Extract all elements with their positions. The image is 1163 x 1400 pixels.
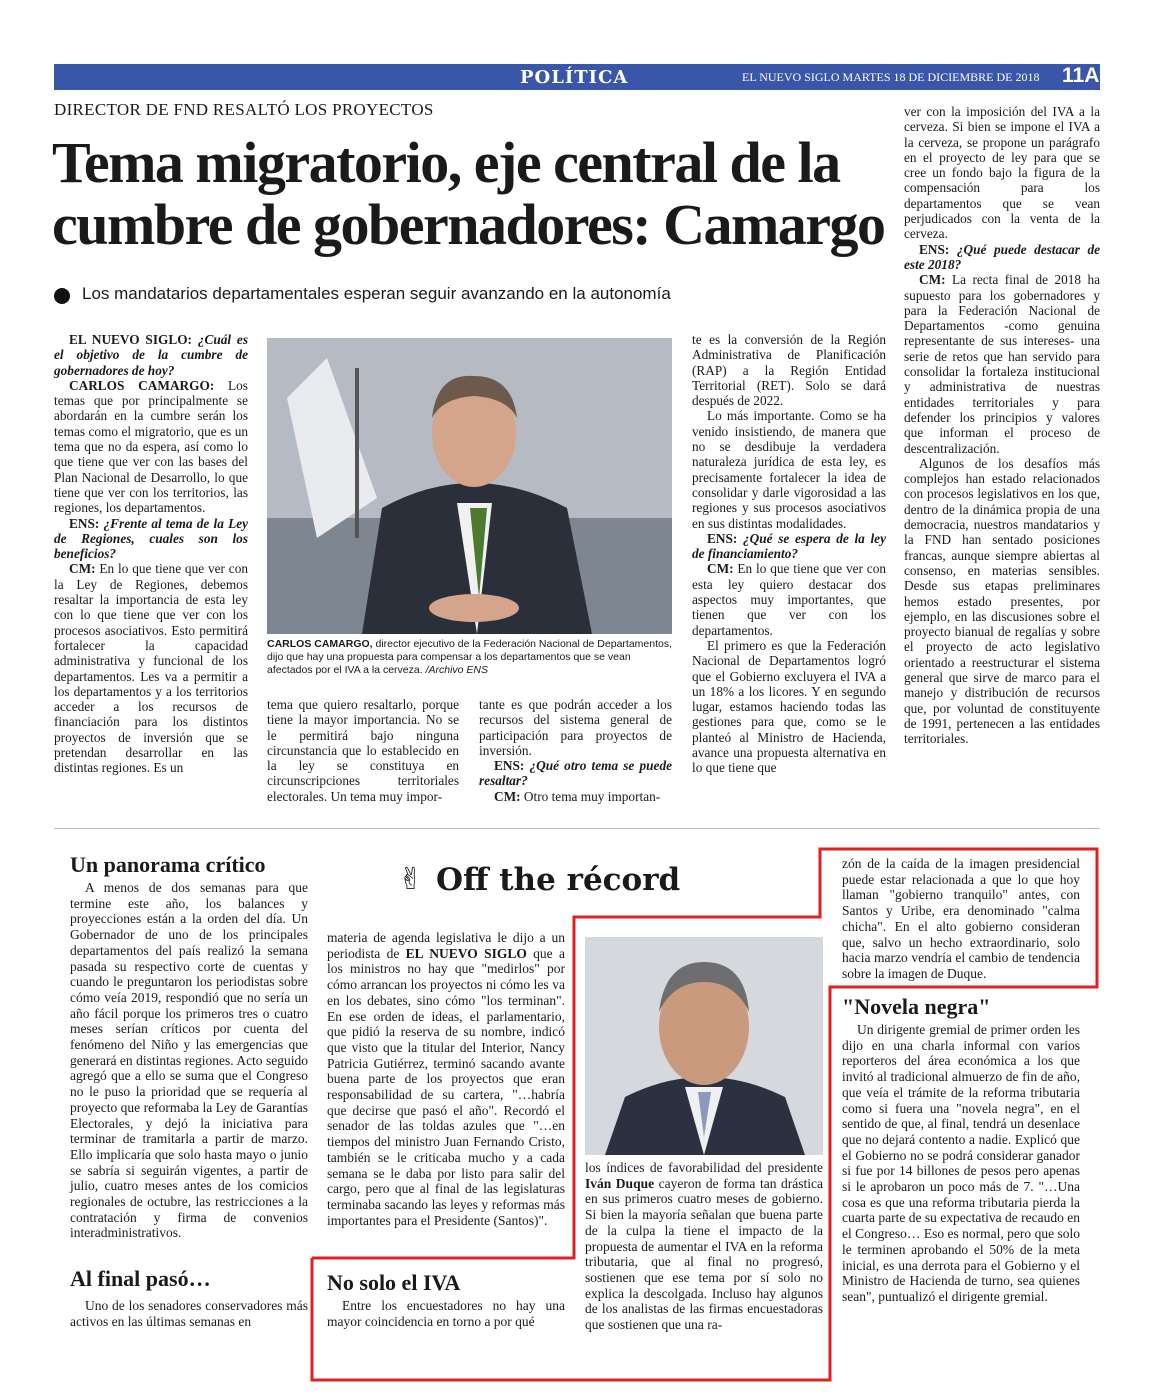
article-paragraph: ver con la imposición del IVA a la cerveza. Si bien se impone el IVA a la cerveza, se propone un parágrafo en el proyecto de ley para que se cree un fondo bajo la figura de la compensación para los departamentos que se vean perjudicados con la venta de la cerveza. [904, 104, 1100, 242]
agenda-text-pre: materia de agenda legislativa le dijo a un periodista de [327, 930, 565, 961]
interviewer-label: ENS: [69, 515, 100, 531]
caption-name: CARLOS CAMARGO, [267, 638, 373, 650]
article-paragraph: tante es que podrán acceder a los recursos del sistema general de participación para proyectos de inversión. [479, 697, 672, 758]
article-kicker: DIRECTOR DE FND RESALTÓ LOS PROYECTOS [54, 100, 434, 119]
publication-name: EL NUEVO SIGLO [742, 70, 840, 84]
article-paragraph: Algunos de los desafíos más complejos han estado relacionados con procesos legislativos en los que, dentro de la dinámica propia de una democracia, nuestros mandatarios y la FND han sentado posiciones francas, aunque siempre abiertas al consenso, en materias sensibles. Desde sus etapas preliminares hemos estado presentes, por ejemplo, en las discusiones sobre el proyecto bianual de regalías y sobre el proyecto de acto legislativo orientado a reestructurar el sistema general que sirve de marco para el manejo y distribución de recursos que, por voluntad de constituyente de 1991, pertenecen a las entidades territoriales. [904, 455, 1100, 747]
article-subhead: Los mandatarios departamentales esperan seguir avanzando en la autonomía [82, 284, 671, 303]
panorama-title: Un panorama crítico [70, 852, 266, 877]
novela-paragraph: Un dirigente gremial de primer orden les dijo en una charla informal con varios reporteros del área económica a los que invitó al tradicional almuerzo de fin de año, que veía el trámite de la reforma tributaria como si fuera una "novela negra", en el sentido de que, al final, tendrá un desenlace que no dejará contento a nadie. Explicó que el Gobierno no se podrá considerar ganador si fue por 14 billones de pesos pero apenas si le aprobaron un poco más de 7. "…Una cosa es que una reforma tributaria pierda la cuarta parte de su expectativa de recaudo en el Congreso… Eso es normal, pero que solo le terminen aprobando el 50% de la meta inicial, es una derrota para el Gobierno y el Ministro de Hacienda de turno, sea quienes sean", puntualizó el dirigente gremial. [842, 1022, 1080, 1304]
question-text: ¿Frente al tema de la Ley de Regiones, cuales son los beneficios? [54, 515, 248, 562]
respondent-label: CM: [707, 561, 734, 577]
page-number: 11A [1062, 64, 1100, 87]
article-paragraph: tema que quiero resaltarlo, porque tiene la mayor importancia. No se le permitirá bajo ninguna circunstancia que lo establecido en la ley se constituya en circunscripciones territoriales electorales. Un tema muy impor- [267, 697, 459, 804]
paper-name: EL NUEVO SIGLO [405, 945, 527, 961]
answer-text: La recta final de 2018 ha supuesto para los gobernadores y para la Federación Nacional de Departamentos -como genuina representante de sus intereses- una serie de retos que han servido para consolidar la fortaleza institucional y administrativa de nuestras entidades territoriales y para defender los principios y valores que informan el proceso de descentralización. [904, 272, 1100, 456]
duque-text-pre: los índices de favorabilidad del presidente [585, 1160, 823, 1175]
caption-text: director ejecutivo de la Federación Nacional de Departamentos, dijo que hay una propuesta para compensar a los departamentos que se vean afectados por el IVA a la cerveza. [267, 638, 673, 676]
article-paragraph: Lo más importante. Como se ha venido insistiendo, de manera que no se desdibuje la verdadera naturaleza jurídica de esta ley, es precisamente fortalecer la idea de consolidar y darle vigorosidad a las regiones y sus procesos asociativos en sus distintas modalidades. [692, 408, 886, 531]
duque-name: Iván Duque [585, 1175, 655, 1191]
respondent-label: CARLOS CAMARGO: [69, 377, 215, 393]
razon-paragraph: zón de la caída de la imagen presidencial puede estar relacionada a que lo que hoy llaman "gobierno tranquilo" antes, con Santos y Uribe, era denominado "calma chicha". En el alto gobierno consideran que, salvo un hecho extraordinario, solo hacia marzo vendría el cambio de tendencia sobre la imagen de Duque. [842, 856, 1080, 981]
answer-text: Los temas que por principalmente se abordarán en la cumbre serán los temas como el migratorio, que es un tema que no da espera, así como lo que tiene que ver con las bases del Plan Nacional de Desarrollo, lo que tiene que ver con los territorios, las regiones, los departamentos. [54, 377, 248, 516]
interviewer-label: ENS: [919, 241, 950, 257]
respondent-label: CM: [494, 788, 521, 804]
respondent-label: CM: [69, 561, 96, 577]
question-text: ¿Qué se espera de la ley de financiamiento? [692, 530, 886, 562]
panorama-paragraph: A menos de dos semanas para que termine este año, los balances y proyecciones están a la orden del día. Un Gobernador de uno de los principales departamentos del país realizó la semana pasada su respectivo corte de cuentas y cuando le preguntaron los periodistas sobre cómo veía 2019, respondió que no sería un año fácil porque los primeros tres o cuatro meses serían críticos por cuenta del fenómeno del Niño y las emergencias que generará en distintas regiones. Acto seguido agregó que a ello se suma que el Congreso no le puso la prioridad que se requería al proyecto que reformaba la Ley de Garantías Electorales, y dejó la iniciativa para terminar de tramitarla a partir de marzo. Ello implicaría que solo hasta mayo o junio se sabría si seguirán vigentes, a partir de julio, cuatro meses antes de los comicios regionales de octubre, las restricciones a la contratación y firma de convenios interadministrativos. [70, 880, 308, 1241]
question-text: ¿Qué puede destacar de este 2018? [904, 241, 1100, 272]
no-solo-iva-title: No solo el IVA [327, 1270, 461, 1295]
interviewer-label: EL NUEVO SIGLO: [69, 332, 192, 347]
iva-paragraph: Entre los encuestadores no hay una mayor coincidencia en torno a por qué [327, 1298, 565, 1329]
section-name: POLÍTICA [520, 67, 629, 88]
article-paragraph: te es la conversión de la Región Administrativa de Planificación (RAP) a la Región Entidad Territorial (RET). Solo se dará después de 2022. [692, 332, 886, 409]
respondent-label: CM: [919, 272, 946, 288]
answer-text: Otro tema muy importan- [520, 788, 661, 804]
publication-date: MARTES 18 DE DICIEMBRE DE 2018 [842, 70, 1040, 84]
article-headline: Tema migratorio, eje central de la cumbre de gobernadores: Camargo [52, 130, 885, 258]
article-paragraph: El primero es que la Federación Nacional de Departamentos logró que el Gobierno excluyera el IVA a un 18% a los licores. Y en segundo lugar, estamos haciendo todas las gestiones para que, como se le planteó al Ministro de Hacienda, avance una propuesta alternativa en lo que tiene que [692, 637, 886, 776]
al-final-title: Al final pasó… [70, 1266, 211, 1291]
agenda-text-post: que a los ministros no hay que "medirlos" por cómo arrancan los proyectos ni cómo les va en los debates, sino cómo "los terminan". En ese orden de ideas, el parlamentario, que pidió la reserva de su nombre, indicó que visto que la titular del Interior, Nancy Patricia Gutiérrez, terminó sacando avante buena parte de los proyectos que eran responsabilidad de su cartera, "…habría que decirse que pasó el año". Recordó el senador de las toldas azules que "…en tiempos del ministro Juan Fernando Cristo, también se le criticaba mucho y a cada semana se le daba por listo para salir del cargo, pero que al final de las legislaturas terminaba sacando las leyes y reformas más importantes para el Presidente (Santos)". [327, 945, 565, 1228]
duque-text-post: cayeron de forma tan drástica en sus primeros cuatro meses de gobierno. Si bien la mayoría señalan que buena parte de la culpa la tiene el impacto de la propuesta de aumentar el IVA en la reforma tributaria, que al final no progresó, sostienen que ese tema por sí solo no explica la descolgada. Incluso hay algunos de los analistas de las firmas encuestadoras que sostienen que una ra- [585, 1175, 823, 1333]
novela-negra-title: "Novela negra" [842, 994, 991, 1019]
question-text: ¿Qué otro tema se puede resaltar? [479, 758, 672, 789]
answer-text: En lo que tiene que ver con la Ley de Regiones, debemos resaltar la importancia de esta ley con lo que tiene que ver con los procesos asociativos. Esto permitirá fortalecer la capacidad administrativa y funcional de los departamentos. Les va a permitir a los departamentos y a los territorios acceder a los recursos de financiación para los distintos proyectos de inversión que se pretendan desarrollar en las distintas regiones. Es un [54, 561, 248, 776]
interviewer-label: ENS: [494, 758, 525, 774]
answer-text: En lo que tiene que ver con esta ley quiero destacar dos aspectos muy importantes, que tienen que ver con los departamentos. [692, 561, 886, 638]
al-final-paragraph: Uno de los senadores conservadores más activos en las últimas semanas en [70, 1298, 308, 1329]
interviewer-label: ENS: [707, 530, 738, 546]
caption-credit: /Archivo ENS [422, 664, 489, 676]
off-the-record-title: Off the récord [436, 862, 681, 898]
question-text: ¿Cuál es el objetivo de la cumbre de gobernadores de hoy? [54, 332, 248, 378]
victory-hand-icon: ✌ [398, 862, 424, 897]
